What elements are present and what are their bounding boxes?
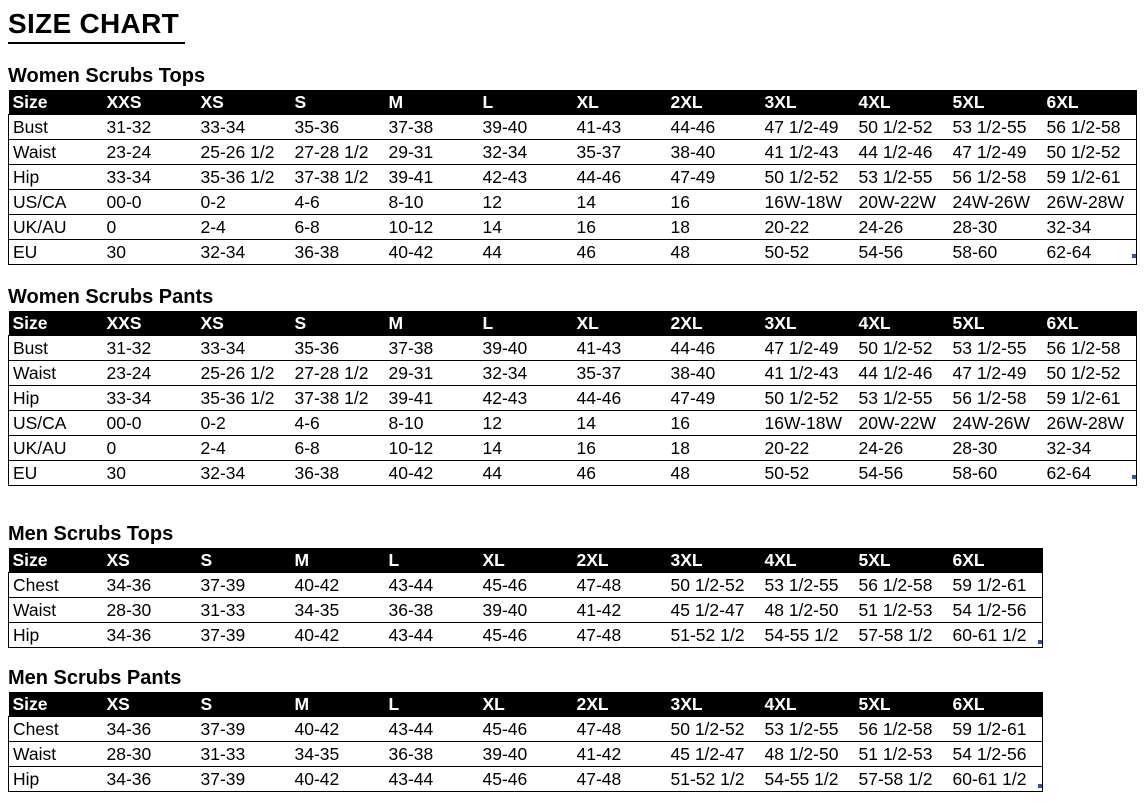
table-cell: 33-34 xyxy=(103,386,197,411)
column-header: 5XL xyxy=(855,548,949,573)
table-cell: 51-52 1/2 xyxy=(667,767,761,792)
table-cell: 41-43 xyxy=(573,336,667,361)
table-row xyxy=(9,767,1043,792)
men-scrubs-pants-section xyxy=(8,666,1043,792)
table-cell: 56 1/2-58 xyxy=(1043,336,1137,361)
column-header: 6XL xyxy=(949,548,1043,573)
row-label: Hip xyxy=(9,623,103,648)
table-cell: 34-36 xyxy=(103,767,197,792)
table-cell: 48 xyxy=(667,461,761,486)
table-cell: 37-39 xyxy=(197,623,291,648)
table-cell: 35-37 xyxy=(573,140,667,165)
table-cell: 45-46 xyxy=(479,717,573,742)
table-cell: 35-36 1/2 xyxy=(197,386,291,411)
table-cell: 33-34 xyxy=(103,165,197,190)
column-header: 4XL xyxy=(855,311,949,336)
row-label: EU xyxy=(9,461,103,486)
column-header: M xyxy=(385,90,479,115)
table-cell: 30 xyxy=(103,461,197,486)
table-cell: 36-38 xyxy=(385,742,479,767)
table-cell: 50 1/2-52 xyxy=(667,717,761,742)
table-cell: 20W-22W xyxy=(855,190,949,215)
table-cell: 45-46 xyxy=(479,573,573,598)
table-cell: 40-42 xyxy=(291,767,385,792)
table-cell: 32-34 xyxy=(479,361,573,386)
table-cell: 16 xyxy=(573,436,667,461)
table-cell: 48 1/2-50 xyxy=(761,598,855,623)
table-cell: 58-60 xyxy=(949,461,1043,486)
table-cell: 57-58 1/2 xyxy=(855,623,949,648)
table-cell: 44-46 xyxy=(573,165,667,190)
column-header: 5XL xyxy=(949,90,1043,115)
table-cell: 60-61 1/2 xyxy=(949,623,1043,648)
header-row xyxy=(9,90,1137,115)
table-cell: 54-55 1/2 xyxy=(761,767,855,792)
table-cell: 45 1/2-47 xyxy=(667,742,761,767)
table-cell: 40-42 xyxy=(291,717,385,742)
table-cell: 53 1/2-55 xyxy=(855,165,949,190)
table-cell: 34-35 xyxy=(291,742,385,767)
table-cell: 35-36 xyxy=(291,115,385,140)
table-cell: 24-26 xyxy=(855,215,949,240)
table-cell: 53 1/2-55 xyxy=(949,336,1043,361)
fill-handle-icon xyxy=(1038,784,1042,788)
table-cell: 24-26 xyxy=(855,436,949,461)
table-cell: 4-6 xyxy=(291,411,385,436)
table-cell: 47 1/2-49 xyxy=(949,140,1043,165)
table-cell: 8-10 xyxy=(385,411,479,436)
table-cell: 37-39 xyxy=(197,573,291,598)
column-header: S xyxy=(197,548,291,573)
column-header: XL xyxy=(573,90,667,115)
table-cell: 53 1/2-55 xyxy=(949,115,1043,140)
men-scrubs-tops-section xyxy=(8,522,1043,648)
row-label: Bust xyxy=(9,115,103,140)
column-header: 3XL xyxy=(761,311,855,336)
column-header: 3XL xyxy=(667,548,761,573)
table-row xyxy=(9,115,1137,140)
header-row xyxy=(9,548,1043,573)
table-cell: 29-31 xyxy=(385,361,479,386)
table-cell: 30 xyxy=(103,240,197,265)
fill-handle-icon xyxy=(1038,640,1042,644)
table-cell: 20-22 xyxy=(761,436,855,461)
table-cell: 47-48 xyxy=(573,767,667,792)
table-cell: 47 1/2-49 xyxy=(761,115,855,140)
table-row xyxy=(9,336,1137,361)
row-label: Chest xyxy=(9,717,103,742)
table-cell: 39-41 xyxy=(385,386,479,411)
table-cell: 28-30 xyxy=(949,436,1043,461)
section-title: Women Scrubs Tops xyxy=(8,65,206,87)
table-row xyxy=(9,215,1137,240)
table-cell: 16W-18W xyxy=(761,190,855,215)
row-label: US/CA xyxy=(9,190,103,215)
table-row xyxy=(9,190,1137,215)
table-cell: 31-33 xyxy=(197,598,291,623)
table-cell: 33-34 xyxy=(197,336,291,361)
table-row xyxy=(9,461,1137,486)
table-cell: 31-32 xyxy=(103,336,197,361)
table-cell: 48 1/2-50 xyxy=(761,742,855,767)
row-label: Waist xyxy=(9,140,103,165)
column-header: L xyxy=(479,90,573,115)
table-cell: 54-56 xyxy=(855,240,949,265)
table-cell: 00-0 xyxy=(103,190,197,215)
column-header: 3XL xyxy=(667,692,761,717)
table-cell: 43-44 xyxy=(385,717,479,742)
table-cell: 37-38 xyxy=(385,115,479,140)
column-header: 4XL xyxy=(855,90,949,115)
size-table xyxy=(8,90,1137,265)
table-cell: 59 1/2-61 xyxy=(1043,165,1137,190)
table-cell: 36-38 xyxy=(385,598,479,623)
column-header: Size xyxy=(9,548,103,573)
table-cell: 32-34 xyxy=(479,140,573,165)
table-cell: 57-58 1/2 xyxy=(855,767,949,792)
table-cell: 44 xyxy=(479,461,573,486)
table-cell: 50 1/2-52 xyxy=(761,386,855,411)
fill-handle-icon xyxy=(1132,475,1136,479)
column-header: L xyxy=(385,548,479,573)
table-cell: 50 1/2-52 xyxy=(761,165,855,190)
table-cell: 36-38 xyxy=(291,240,385,265)
table-cell: 50 1/2-52 xyxy=(855,115,949,140)
column-header: 3XL xyxy=(761,90,855,115)
table-cell: 40-42 xyxy=(385,461,479,486)
table-row xyxy=(9,361,1137,386)
table-cell: 47-48 xyxy=(573,717,667,742)
table-row xyxy=(9,140,1137,165)
table-row xyxy=(9,165,1137,190)
table-cell: 32-34 xyxy=(1043,215,1137,240)
table-cell: 44-46 xyxy=(667,336,761,361)
table-cell: 44 xyxy=(479,240,573,265)
table-cell: 54 1/2-56 xyxy=(949,742,1043,767)
table-cell: 34-36 xyxy=(103,717,197,742)
table-cell: 14 xyxy=(479,215,573,240)
table-cell: 38-40 xyxy=(667,140,761,165)
table-cell: 48 xyxy=(667,240,761,265)
row-label: Hip xyxy=(9,386,103,411)
table-cell: 42-43 xyxy=(479,386,573,411)
page-title: SIZE CHART xyxy=(8,8,179,39)
table-cell: 53 1/2-55 xyxy=(855,386,949,411)
table-cell: 40-42 xyxy=(385,240,479,265)
table-cell: 32-34 xyxy=(197,240,291,265)
column-header: 5XL xyxy=(949,311,1043,336)
table-cell: 26W-28W xyxy=(1043,190,1137,215)
column-header: 5XL xyxy=(855,692,949,717)
table-cell: 0 xyxy=(103,215,197,240)
table-cell: 25-26 1/2 xyxy=(197,361,291,386)
table-cell: 28-30 xyxy=(949,215,1043,240)
table-cell: 56 1/2-58 xyxy=(949,386,1043,411)
table-row xyxy=(9,742,1043,767)
row-label: Hip xyxy=(9,767,103,792)
table-cell: 37-39 xyxy=(197,717,291,742)
table-cell: 46 xyxy=(573,240,667,265)
row-label: EU xyxy=(9,240,103,265)
table-cell: 20W-22W xyxy=(855,411,949,436)
table-row xyxy=(9,717,1043,742)
row-label: Waist xyxy=(9,742,103,767)
table-cell: 39-40 xyxy=(479,742,573,767)
column-header: Size xyxy=(9,90,103,115)
table-cell: 27-28 1/2 xyxy=(291,361,385,386)
column-header: XL xyxy=(479,548,573,573)
column-header: S xyxy=(291,311,385,336)
table-cell: 60-61 1/2 xyxy=(949,767,1043,792)
table-cell: 18 xyxy=(667,436,761,461)
table-cell: 40-42 xyxy=(291,573,385,598)
table-cell: 51 1/2-53 xyxy=(855,742,949,767)
table-cell: 44 1/2-46 xyxy=(855,361,949,386)
column-header: S xyxy=(197,692,291,717)
table-cell: 36-38 xyxy=(291,461,385,486)
table-cell: 47 1/2-49 xyxy=(949,361,1043,386)
table-cell: 43-44 xyxy=(385,767,479,792)
table-cell: 34-36 xyxy=(103,573,197,598)
column-header: M xyxy=(291,548,385,573)
table-cell: 37-39 xyxy=(197,767,291,792)
table-cell: 12 xyxy=(479,411,573,436)
table-cell: 16W-18W xyxy=(761,411,855,436)
column-header: Size xyxy=(9,311,103,336)
table-row xyxy=(9,623,1043,648)
section-title: Men Scrubs Tops xyxy=(8,523,174,545)
table-cell: 54 1/2-56 xyxy=(949,598,1043,623)
table-cell: 56 1/2-58 xyxy=(1043,115,1137,140)
table-cell: 24W-26W xyxy=(949,190,1043,215)
table-cell: 50 1/2-52 xyxy=(855,336,949,361)
row-label: Chest xyxy=(9,573,103,598)
table-cell: 41-42 xyxy=(573,742,667,767)
table-cell: 16 xyxy=(667,411,761,436)
table-cell: 6-8 xyxy=(291,215,385,240)
table-cell: 35-36 xyxy=(291,336,385,361)
table-cell: 16 xyxy=(667,190,761,215)
column-header: 2XL xyxy=(573,548,667,573)
column-header: XL xyxy=(479,692,573,717)
table-cell: 40-42 xyxy=(291,623,385,648)
column-header: XS xyxy=(103,692,197,717)
table-cell: 20-22 xyxy=(761,215,855,240)
table-cell: 39-40 xyxy=(479,598,573,623)
table-cell: 24W-26W xyxy=(949,411,1043,436)
table-cell: 00-0 xyxy=(103,411,197,436)
column-header: 4XL xyxy=(761,548,855,573)
table-cell: 29-31 xyxy=(385,140,479,165)
column-header: XXS xyxy=(103,90,197,115)
table-cell: 42-43 xyxy=(479,165,573,190)
table-cell: 0-2 xyxy=(197,411,291,436)
row-label: UK/AU xyxy=(9,215,103,240)
column-header: M xyxy=(291,692,385,717)
table-cell: 47-48 xyxy=(573,573,667,598)
table-cell: 8-10 xyxy=(385,190,479,215)
table-cell: 28-30 xyxy=(103,742,197,767)
column-header: XS xyxy=(197,311,291,336)
table-cell: 59 1/2-61 xyxy=(949,573,1043,598)
table-cell: 41-43 xyxy=(573,115,667,140)
table-cell: 16 xyxy=(573,215,667,240)
column-header: XXS xyxy=(103,311,197,336)
row-label: Hip xyxy=(9,165,103,190)
table-cell: 41 1/2-43 xyxy=(761,140,855,165)
table-cell: 45-46 xyxy=(479,623,573,648)
table-cell: 2-4 xyxy=(197,436,291,461)
table-cell: 59 1/2-61 xyxy=(1043,386,1137,411)
table-cell: 10-12 xyxy=(385,215,479,240)
table-cell: 53 1/2-55 xyxy=(761,717,855,742)
column-header: L xyxy=(479,311,573,336)
column-header: 2XL xyxy=(573,692,667,717)
table-cell: 0-2 xyxy=(197,190,291,215)
size-table xyxy=(8,311,1137,486)
table-cell: 25-26 1/2 xyxy=(197,140,291,165)
table-cell: 39-41 xyxy=(385,165,479,190)
table-cell: 56 1/2-58 xyxy=(855,573,949,598)
table-cell: 45-46 xyxy=(479,767,573,792)
table-cell: 50-52 xyxy=(761,240,855,265)
table-cell: 4-6 xyxy=(291,190,385,215)
table-cell: 34-36 xyxy=(103,623,197,648)
table-cell: 31-32 xyxy=(103,115,197,140)
table-row xyxy=(9,240,1137,265)
table-row xyxy=(9,386,1137,411)
table-cell: 23-24 xyxy=(103,361,197,386)
table-cell: 27-28 1/2 xyxy=(291,140,385,165)
table-cell: 50 1/2-52 xyxy=(1043,140,1137,165)
table-cell: 31-33 xyxy=(197,742,291,767)
table-cell: 50 1/2-52 xyxy=(1043,361,1137,386)
table-cell: 2-4 xyxy=(197,215,291,240)
table-cell: 32-34 xyxy=(197,461,291,486)
table-cell: 34-35 xyxy=(291,598,385,623)
fill-handle-icon xyxy=(1132,254,1136,258)
table-cell: 37-38 xyxy=(385,336,479,361)
column-header: M xyxy=(385,311,479,336)
row-label: Waist xyxy=(9,598,103,623)
table-cell: 44-46 xyxy=(667,115,761,140)
table-cell: 18 xyxy=(667,215,761,240)
table-cell: 47-49 xyxy=(667,165,761,190)
title-underline xyxy=(8,42,185,44)
women-scrubs-pants-section xyxy=(8,285,1137,486)
table-cell: 58-60 xyxy=(949,240,1043,265)
table-cell: 35-37 xyxy=(573,361,667,386)
column-header: 4XL xyxy=(761,692,855,717)
table-cell: 0 xyxy=(103,436,197,461)
size-table xyxy=(8,548,1043,648)
table-cell: 59 1/2-61 xyxy=(949,717,1043,742)
table-cell: 39-40 xyxy=(479,115,573,140)
table-cell: 14 xyxy=(573,411,667,436)
table-cell: 46 xyxy=(573,461,667,486)
column-header: 6XL xyxy=(1043,311,1137,336)
table-row xyxy=(9,573,1043,598)
table-cell: 14 xyxy=(479,436,573,461)
row-label: UK/AU xyxy=(9,436,103,461)
column-header: 2XL xyxy=(667,311,761,336)
column-header: L xyxy=(385,692,479,717)
table-cell: 47 1/2-49 xyxy=(761,336,855,361)
table-cell: 38-40 xyxy=(667,361,761,386)
table-cell: 47-48 xyxy=(573,623,667,648)
table-cell: 44-46 xyxy=(573,386,667,411)
table-cell: 51-52 1/2 xyxy=(667,623,761,648)
table-cell: 56 1/2-58 xyxy=(855,717,949,742)
column-header: XL xyxy=(573,311,667,336)
table-cell: 45 1/2-47 xyxy=(667,598,761,623)
table-cell: 62-64 xyxy=(1043,461,1137,486)
column-header: 6XL xyxy=(949,692,1043,717)
size-table xyxy=(8,692,1043,792)
table-cell: 62-64 xyxy=(1043,240,1137,265)
table-cell: 50 1/2-52 xyxy=(667,573,761,598)
table-cell: 56 1/2-58 xyxy=(949,165,1043,190)
table-cell: 44 1/2-46 xyxy=(855,140,949,165)
table-cell: 53 1/2-55 xyxy=(761,573,855,598)
table-cell: 10-12 xyxy=(385,436,479,461)
column-header: Size xyxy=(9,692,103,717)
column-header: 2XL xyxy=(667,90,761,115)
table-row xyxy=(9,598,1043,623)
table-cell: 39-40 xyxy=(479,336,573,361)
table-cell: 51 1/2-53 xyxy=(855,598,949,623)
column-header: XS xyxy=(103,548,197,573)
table-cell: 23-24 xyxy=(103,140,197,165)
table-cell: 43-44 xyxy=(385,623,479,648)
table-cell: 12 xyxy=(479,190,573,215)
section-title: Women Scrubs Pants xyxy=(8,286,214,308)
table-cell: 54-55 1/2 xyxy=(761,623,855,648)
table-cell: 32-34 xyxy=(1043,436,1137,461)
table-cell: 50-52 xyxy=(761,461,855,486)
table-cell: 37-38 1/2 xyxy=(291,386,385,411)
row-label: Bust xyxy=(9,336,103,361)
section-title: Men Scrubs Pants xyxy=(8,667,182,689)
table-cell: 14 xyxy=(573,190,667,215)
table-cell: 41-42 xyxy=(573,598,667,623)
row-label: Waist xyxy=(9,361,103,386)
row-label: US/CA xyxy=(9,411,103,436)
header-row xyxy=(9,692,1043,717)
table-cell: 41 1/2-43 xyxy=(761,361,855,386)
column-header: 6XL xyxy=(1043,90,1137,115)
header-row xyxy=(9,311,1137,336)
table-cell: 6-8 xyxy=(291,436,385,461)
table-cell: 47-49 xyxy=(667,386,761,411)
column-header: XS xyxy=(197,90,291,115)
table-cell: 37-38 1/2 xyxy=(291,165,385,190)
table-row xyxy=(9,436,1137,461)
table-cell: 26W-28W xyxy=(1043,411,1137,436)
column-header: S xyxy=(291,90,385,115)
women-scrubs-tops-section xyxy=(8,64,1137,265)
table-row xyxy=(9,411,1137,436)
table-cell: 35-36 1/2 xyxy=(197,165,291,190)
table-cell: 33-34 xyxy=(197,115,291,140)
table-cell: 54-56 xyxy=(855,461,949,486)
table-cell: 28-30 xyxy=(103,598,197,623)
table-cell: 43-44 xyxy=(385,573,479,598)
